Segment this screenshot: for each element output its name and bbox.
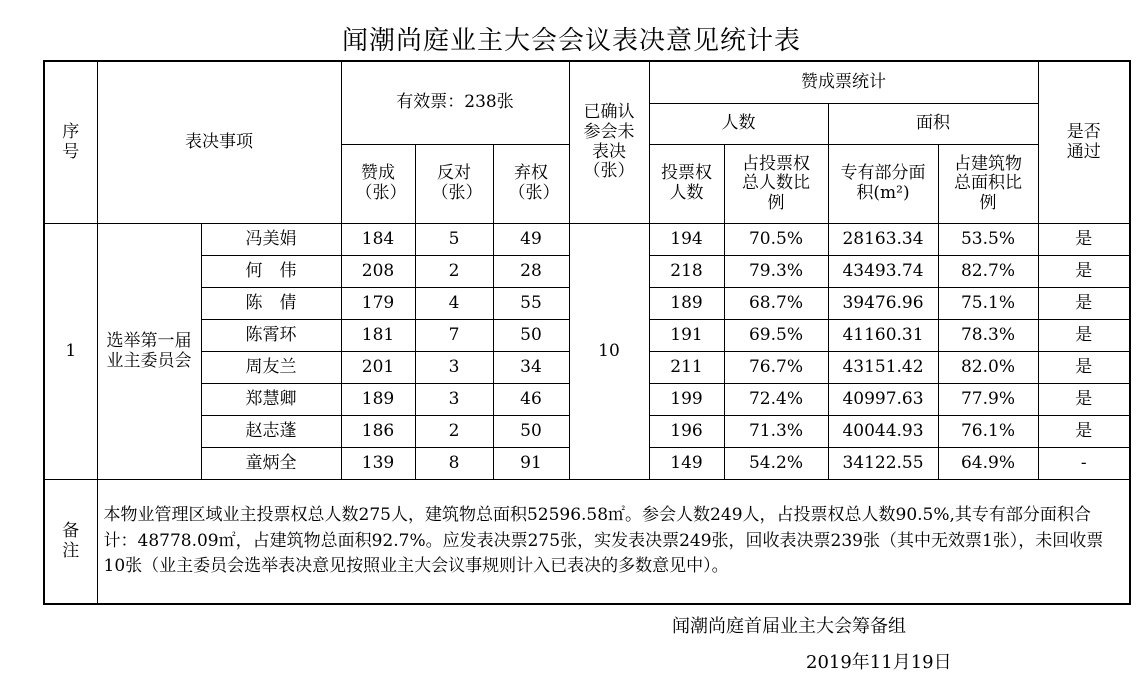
voters-count: 199 <box>649 384 724 416</box>
passed-status: 是 <box>1038 256 1130 288</box>
oppose-count: 7 <box>415 320 493 352</box>
area-ratio: 75.1% <box>938 288 1038 320</box>
oppose-count: 2 <box>415 416 493 448</box>
abstain-count: 91 <box>493 448 569 480</box>
header-valid-votes: 有效票：238张 <box>341 61 569 145</box>
candidate-name: 童炳全 <box>201 448 341 480</box>
abstain-count: 28 <box>493 256 569 288</box>
exclusive-area: 39476.96 <box>828 288 938 320</box>
item-seq: 1 <box>44 224 97 480</box>
approve-count: 181 <box>341 320 415 352</box>
voters-count: 194 <box>649 224 724 256</box>
header-area-ratio: 占建筑物总面积比例 <box>938 145 1038 224</box>
oppose-count: 3 <box>415 384 493 416</box>
abstain-count: 49 <box>493 224 569 256</box>
candidate-name: 郑慧卿 <box>201 384 341 416</box>
approve-count: 186 <box>341 416 415 448</box>
voters-count: 189 <box>649 288 724 320</box>
header-area: 面积 <box>828 104 1038 145</box>
exclusive-area: 34122.55 <box>828 448 938 480</box>
voters-count: 191 <box>649 320 724 352</box>
voters-count: 196 <box>649 416 724 448</box>
voters-count: 218 <box>649 256 724 288</box>
exclusive-area: 43151.42 <box>828 352 938 384</box>
abstain-count: 50 <box>493 416 569 448</box>
header-people: 人数 <box>649 104 828 145</box>
area-ratio: 77.9% <box>938 384 1038 416</box>
approve-count: 179 <box>341 288 415 320</box>
approve-count: 201 <box>341 352 415 384</box>
people-ratio: 54.2% <box>724 448 828 480</box>
vote-statistics-table <box>43 60 1131 605</box>
oppose-count: 3 <box>415 352 493 384</box>
people-ratio: 70.5% <box>724 224 828 256</box>
header-people-ratio: 占投票权总人数比例 <box>724 145 828 224</box>
header-abstain: 弃权（张） <box>493 145 569 224</box>
approve-count: 139 <box>341 448 415 480</box>
header-voting-people: 投票权人数 <box>649 145 724 224</box>
passed-status: 是 <box>1038 416 1130 448</box>
area-ratio: 82.0% <box>938 352 1038 384</box>
header-approve-stats: 赞成票统计 <box>649 61 1038 104</box>
candidate-name: 陈 倩 <box>201 288 341 320</box>
area-ratio: 82.7% <box>938 256 1038 288</box>
abstain-count: 34 <box>493 352 569 384</box>
area-ratio: 76.1% <box>938 416 1038 448</box>
candidate-name: 陈霄环 <box>201 320 341 352</box>
passed-status: 是 <box>1038 224 1130 256</box>
passed-status: 是 <box>1038 384 1130 416</box>
people-ratio: 69.5% <box>724 320 828 352</box>
header-item: 表决事项 <box>97 61 341 224</box>
area-ratio: 53.5% <box>938 224 1038 256</box>
not-voted-count: 10 <box>569 224 649 480</box>
exclusive-area: 28163.34 <box>828 224 938 256</box>
oppose-count: 8 <box>415 448 493 480</box>
abstain-count: 55 <box>493 288 569 320</box>
passed-status: 是 <box>1038 352 1130 384</box>
note-text: 本物业管理区域业主投票权总人数275人，建筑物总面积52596.58㎡。参会人数249人，占投票权总人数90.5%,其专有部分面积合计：48778.09㎡，占建筑物总面积92.7%。应发表决票275张，实发表决票249张，回收表决票239张（其中无效票1张），未回收票10张（业主委员会选举表决意见按照业主大会议事规则计入已表决的多数意见中）。 <box>97 480 1130 605</box>
exclusive-area: 40044.93 <box>828 416 938 448</box>
candidate-name: 周友兰 <box>201 352 341 384</box>
footer-date: 2019年11月19日 <box>806 652 952 673</box>
people-ratio: 68.7% <box>724 288 828 320</box>
people-ratio: 76.7% <box>724 352 828 384</box>
passed-status: - <box>1038 448 1130 480</box>
table-row <box>44 224 1130 256</box>
header-confirmed-not-voted: 已确认参会未表决（张） <box>569 61 649 224</box>
header-passed: 是否通过 <box>1038 61 1130 224</box>
header-approve: 赞成（张） <box>341 145 415 224</box>
candidate-name: 冯美娟 <box>201 224 341 256</box>
header-oppose: 反对（张） <box>415 145 493 224</box>
approve-count: 189 <box>341 384 415 416</box>
candidate-name: 赵志蓬 <box>201 416 341 448</box>
people-ratio: 79.3% <box>724 256 828 288</box>
oppose-count: 2 <box>415 256 493 288</box>
approve-count: 184 <box>341 224 415 256</box>
approve-count: 208 <box>341 256 415 288</box>
area-ratio: 64.9% <box>938 448 1038 480</box>
page-title: 闻潮尚庭业主大会会议表决意见统计表 <box>341 26 801 56</box>
oppose-count: 5 <box>415 224 493 256</box>
voters-count: 211 <box>649 352 724 384</box>
footer-organization: 闻潮尚庭首届业主大会筹备组 <box>672 616 906 637</box>
abstain-count: 46 <box>493 384 569 416</box>
exclusive-area: 41160.31 <box>828 320 938 352</box>
note-row <box>44 480 1130 605</box>
candidate-name: 何 伟 <box>201 256 341 288</box>
exclusive-area: 40997.63 <box>828 384 938 416</box>
header-exclusive-area: 专有部分面积(m²) <box>828 145 938 224</box>
passed-status: 是 <box>1038 288 1130 320</box>
oppose-count: 4 <box>415 288 493 320</box>
people-ratio: 71.3% <box>724 416 828 448</box>
people-ratio: 72.4% <box>724 384 828 416</box>
header-seq: 序号 <box>44 61 97 224</box>
area-ratio: 78.3% <box>938 320 1038 352</box>
voters-count: 149 <box>649 448 724 480</box>
note-label: 备注 <box>44 480 97 605</box>
passed-status: 是 <box>1038 320 1130 352</box>
item-label: 选举第一届业主委员会 <box>97 224 201 480</box>
exclusive-area: 43493.74 <box>828 256 938 288</box>
abstain-count: 50 <box>493 320 569 352</box>
